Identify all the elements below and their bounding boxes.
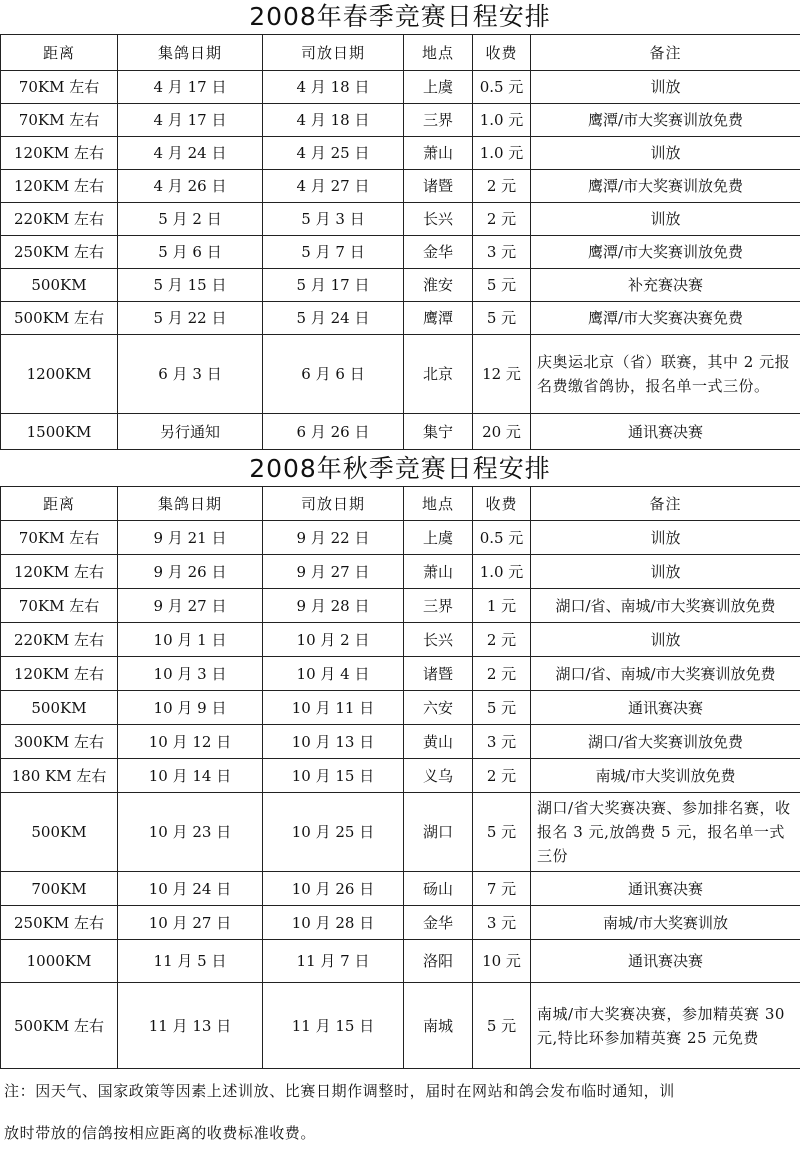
cell-release-date: 4 月 18 日	[263, 104, 404, 137]
cell-location: 萧山	[404, 555, 473, 589]
cell-collect-date: 9 月 27 日	[118, 589, 263, 623]
cell-collect-date: 10 月 12 日	[118, 725, 263, 759]
cell-location: 洛阳	[404, 940, 473, 983]
cell-remarks: 鹰潭/市大奖赛训放免费	[531, 170, 800, 203]
cell-distance: 500KM	[1, 793, 118, 872]
cell-location: 金华	[404, 236, 473, 269]
column-header-distance: 距离	[1, 487, 118, 521]
cell-release-date: 10 月 4 日	[263, 657, 404, 691]
table-row	[1, 555, 800, 589]
cell-remarks: 训放	[531, 137, 800, 170]
cell-fee: 5 元	[473, 302, 531, 335]
cell-fee: 0.5 元	[473, 71, 531, 104]
cell-fee: 20 元	[473, 414, 531, 450]
column-header-release-date: 司放日期	[263, 487, 404, 521]
cell-remarks: 通讯赛决赛	[531, 691, 800, 725]
cell-location: 长兴	[404, 203, 473, 236]
cell-collect-date: 4 月 17 日	[118, 71, 263, 104]
cell-fee: 2 元	[473, 623, 531, 657]
cell-release-date: 6 月 6 日	[263, 335, 404, 414]
cell-release-date: 10 月 28 日	[263, 906, 404, 940]
cell-remarks: 鹰潭/市大奖赛训放免费	[531, 104, 800, 137]
column-header-fee: 收费	[473, 35, 531, 71]
cell-release-date: 9 月 22 日	[263, 521, 404, 555]
cell-location: 鹰潭	[404, 302, 473, 335]
cell-remarks: 庆奥运北京（省）联赛，其中 2 元报名费缴省鸽协，报名单一式三份。	[531, 335, 800, 414]
column-header-fee: 收费	[473, 487, 531, 521]
cell-distance: 120KM 左右	[1, 170, 118, 203]
cell-fee: 3 元	[473, 725, 531, 759]
table-row	[1, 589, 800, 623]
table-row	[1, 623, 800, 657]
cell-remarks: 补充赛决赛	[531, 269, 800, 302]
cell-remarks: 南城/市大奖赛训放	[531, 906, 800, 940]
table-row	[1, 725, 800, 759]
autumn-schedule-table	[0, 486, 800, 1069]
cell-release-date: 4 月 27 日	[263, 170, 404, 203]
cell-release-date: 5 月 24 日	[263, 302, 404, 335]
table-row	[1, 691, 800, 725]
cell-release-date: 10 月 13 日	[263, 725, 404, 759]
table-row	[1, 906, 800, 940]
cell-fee: 3 元	[473, 236, 531, 269]
table-row	[1, 236, 800, 269]
cell-collect-date: 5 月 2 日	[118, 203, 263, 236]
cell-fee: 3 元	[473, 906, 531, 940]
cell-release-date: 10 月 15 日	[263, 759, 404, 793]
cell-location: 义乌	[404, 759, 473, 793]
table-row	[1, 759, 800, 793]
cell-fee: 10 元	[473, 940, 531, 983]
cell-distance: 300KM 左右	[1, 725, 118, 759]
cell-remarks: 通讯赛决赛	[531, 414, 800, 450]
footer-note	[0, 1069, 800, 1153]
column-header-collect-date: 集鸽日期	[118, 35, 263, 71]
cell-release-date: 11 月 15 日	[263, 983, 404, 1069]
cell-distance: 120KM 左右	[1, 657, 118, 691]
cell-collect-date: 4 月 26 日	[118, 170, 263, 203]
cell-distance: 70KM 左右	[1, 521, 118, 555]
cell-fee: 1 元	[473, 589, 531, 623]
table-row	[1, 521, 800, 555]
cell-release-date: 9 月 28 日	[263, 589, 404, 623]
table-row	[1, 71, 800, 104]
cell-distance: 500KM	[1, 691, 118, 725]
cell-release-date: 4 月 18 日	[263, 71, 404, 104]
cell-distance: 180 KM 左右	[1, 759, 118, 793]
cell-remarks: 南城/市大奖训放免费	[531, 759, 800, 793]
table-row	[1, 203, 800, 236]
cell-collect-date: 11 月 5 日	[118, 940, 263, 983]
table-row	[1, 137, 800, 170]
column-header-remarks: 备注	[531, 35, 800, 71]
cell-distance: 220KM 左右	[1, 203, 118, 236]
cell-remarks: 鹰潭/市大奖赛决赛免费	[531, 302, 800, 335]
cell-location: 北京	[404, 335, 473, 414]
cell-distance: 70KM 左右	[1, 589, 118, 623]
cell-fee: 7 元	[473, 872, 531, 906]
cell-fee: 2 元	[473, 170, 531, 203]
cell-collect-date: 10 月 3 日	[118, 657, 263, 691]
cell-collect-date: 9 月 26 日	[118, 555, 263, 589]
cell-location: 南城	[404, 983, 473, 1069]
cell-release-date: 6 月 26 日	[263, 414, 404, 450]
footer-note-line-1: 注：因天气、国家政策等因素上述训放、比赛日期作调整时，届时在网站和鸽会发布临时通知，训	[4, 1082, 675, 1100]
spring-schedule-table	[0, 34, 800, 450]
autumn-header-row	[1, 487, 800, 521]
footer-note-line-2: 放时带放的信鸽按相应距离的收费标准收费。	[4, 1124, 317, 1142]
cell-collect-date: 另行通知	[118, 414, 263, 450]
cell-fee: 1.0 元	[473, 137, 531, 170]
cell-release-date: 4 月 25 日	[263, 137, 404, 170]
cell-collect-date: 10 月 27 日	[118, 906, 263, 940]
cell-collect-date: 10 月 14 日	[118, 759, 263, 793]
cell-fee: 5 元	[473, 691, 531, 725]
cell-location: 黄山	[404, 725, 473, 759]
table-row	[1, 940, 800, 983]
cell-remarks: 训放	[531, 71, 800, 104]
cell-release-date: 10 月 26 日	[263, 872, 404, 906]
table-row	[1, 269, 800, 302]
cell-remarks: 通讯赛决赛	[531, 940, 800, 983]
cell-fee: 1.0 元	[473, 555, 531, 589]
cell-distance: 700KM	[1, 872, 118, 906]
cell-remarks: 通讯赛决赛	[531, 872, 800, 906]
cell-fee: 0.5 元	[473, 521, 531, 555]
cell-distance: 500KM 左右	[1, 983, 118, 1069]
autumn-schedule-title: 2008年秋季竞赛日程安排	[249, 454, 551, 483]
cell-collect-date: 5 月 6 日	[118, 236, 263, 269]
cell-location: 三界	[404, 589, 473, 623]
cell-distance: 500KM	[1, 269, 118, 302]
cell-location: 集宁	[404, 414, 473, 450]
cell-location: 萧山	[404, 137, 473, 170]
cell-fee: 2 元	[473, 203, 531, 236]
cell-distance: 70KM 左右	[1, 104, 118, 137]
cell-collect-date: 5 月 22 日	[118, 302, 263, 335]
cell-remarks: 湖口/省大奖赛训放免费	[531, 725, 800, 759]
cell-remarks: 湖口/省大奖赛决赛、参加排名赛，收报名 3 元,放鸽费 5 元，报名单一式三份	[531, 793, 800, 872]
table-row	[1, 170, 800, 203]
cell-location: 上虞	[404, 71, 473, 104]
column-header-distance: 距离	[1, 35, 118, 71]
cell-remarks: 南城/市大奖赛决赛，参加精英赛 30 元,特比环参加精英赛 25 元免费	[531, 983, 800, 1069]
table-row	[1, 414, 800, 450]
cell-release-date: 10 月 2 日	[263, 623, 404, 657]
cell-collect-date: 10 月 24 日	[118, 872, 263, 906]
cell-distance: 250KM 左右	[1, 236, 118, 269]
cell-collect-date: 10 月 9 日	[118, 691, 263, 725]
table-row	[1, 104, 800, 137]
cell-distance: 70KM 左右	[1, 71, 118, 104]
cell-location: 诸暨	[404, 657, 473, 691]
cell-collect-date: 10 月 23 日	[118, 793, 263, 872]
table-row	[1, 872, 800, 906]
column-header-release-date: 司放日期	[263, 35, 404, 71]
cell-fee: 12 元	[473, 335, 531, 414]
column-header-location: 地点	[404, 35, 473, 71]
cell-release-date: 5 月 7 日	[263, 236, 404, 269]
cell-location: 金华	[404, 906, 473, 940]
cell-distance: 1000KM	[1, 940, 118, 983]
cell-fee: 1.0 元	[473, 104, 531, 137]
cell-distance: 1500KM	[1, 414, 118, 450]
cell-distance: 500KM 左右	[1, 302, 118, 335]
cell-location: 砀山	[404, 872, 473, 906]
column-header-location: 地点	[404, 487, 473, 521]
cell-remarks: 训放	[531, 555, 800, 589]
cell-location: 湖口	[404, 793, 473, 872]
cell-remarks: 训放	[531, 203, 800, 236]
cell-distance: 250KM 左右	[1, 906, 118, 940]
cell-location: 三界	[404, 104, 473, 137]
cell-release-date: 9 月 27 日	[263, 555, 404, 589]
cell-collect-date: 10 月 1 日	[118, 623, 263, 657]
cell-distance: 120KM 左右	[1, 137, 118, 170]
cell-release-date: 11 月 7 日	[263, 940, 404, 983]
cell-fee: 2 元	[473, 759, 531, 793]
cell-fee: 5 元	[473, 269, 531, 302]
cell-collect-date: 4 月 24 日	[118, 137, 263, 170]
cell-distance: 1200KM	[1, 335, 118, 414]
cell-location: 上虞	[404, 521, 473, 555]
cell-fee: 2 元	[473, 657, 531, 691]
cell-location: 六安	[404, 691, 473, 725]
cell-distance: 120KM 左右	[1, 555, 118, 589]
cell-remarks: 鹰潭/市大奖赛训放免费	[531, 236, 800, 269]
table-row	[1, 302, 800, 335]
cell-release-date: 5 月 17 日	[263, 269, 404, 302]
cell-remarks: 训放	[531, 623, 800, 657]
cell-release-date: 5 月 3 日	[263, 203, 404, 236]
cell-collect-date: 6 月 3 日	[118, 335, 263, 414]
column-header-remarks: 备注	[531, 487, 800, 521]
cell-collect-date: 11 月 13 日	[118, 983, 263, 1069]
column-header-collect-date: 集鸽日期	[118, 487, 263, 521]
table-row	[1, 657, 800, 691]
spring-schedule-title: 2008年春季竞赛日程安排	[249, 2, 551, 31]
table-row	[1, 983, 800, 1069]
table-row	[1, 793, 800, 872]
cell-collect-date: 9 月 21 日	[118, 521, 263, 555]
cell-collect-date: 5 月 15 日	[118, 269, 263, 302]
cell-remarks: 湖口/省、南城/市大奖赛训放免费	[531, 589, 800, 623]
cell-location: 淮安	[404, 269, 473, 302]
cell-fee: 5 元	[473, 983, 531, 1069]
cell-release-date: 10 月 25 日	[263, 793, 404, 872]
cell-distance: 220KM 左右	[1, 623, 118, 657]
cell-location: 长兴	[404, 623, 473, 657]
cell-remarks: 训放	[531, 521, 800, 555]
cell-location: 诸暨	[404, 170, 473, 203]
cell-remarks: 湖口/省、南城/市大奖赛训放免费	[531, 657, 800, 691]
spring-header-row	[1, 35, 800, 71]
table-row	[1, 335, 800, 414]
cell-fee: 5 元	[473, 793, 531, 872]
cell-release-date: 10 月 11 日	[263, 691, 404, 725]
cell-collect-date: 4 月 17 日	[118, 104, 263, 137]
